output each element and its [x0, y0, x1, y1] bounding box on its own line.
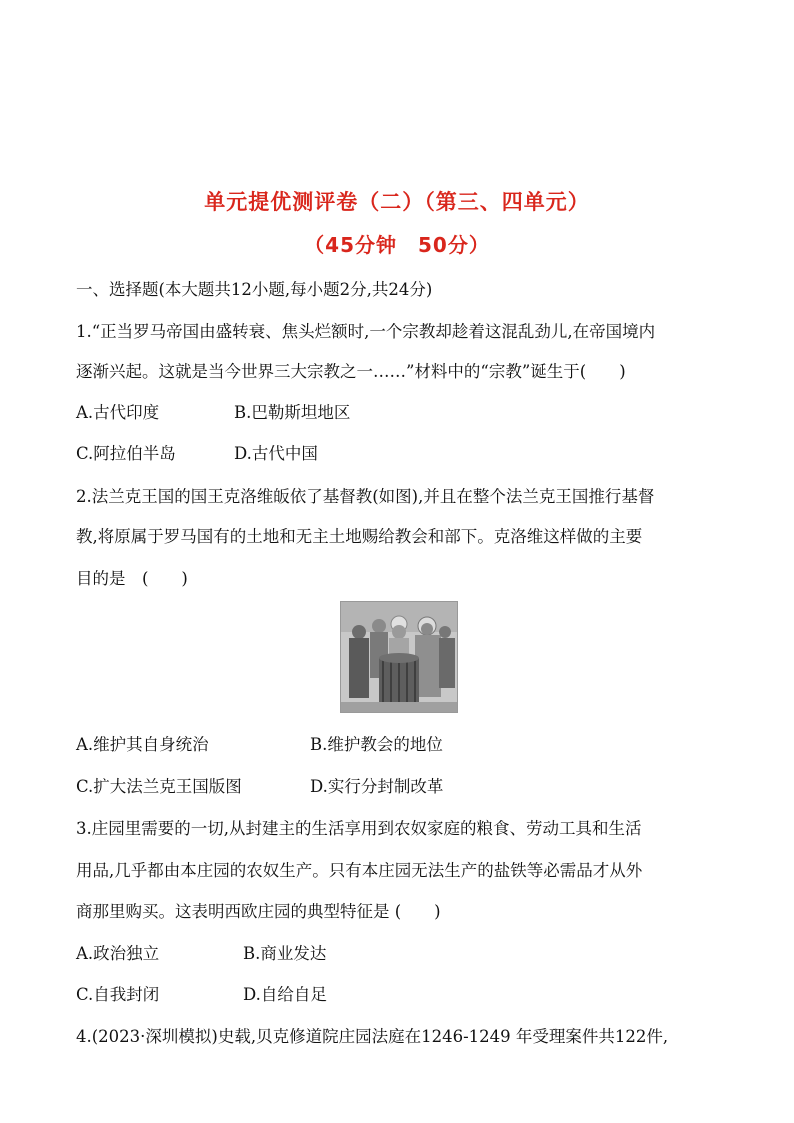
- question-1-option-d: D.古代中国: [234, 444, 318, 463]
- page-subtitle: （45分钟 50分）: [304, 233, 490, 257]
- question-1-line-1: 1.“正当罗马帝国由盛转衰、焦头烂额时,一个宗教却趁着这混乱劲儿,在帝国境内: [76, 322, 656, 341]
- question-1-option-a: A.古代印度: [76, 403, 160, 422]
- question-3-line-1: 3.庄园里需要的一切,从封建主的生活享用到农奴家庭的粮食、劳动工具和生活: [76, 819, 642, 838]
- section-heading: 一、选择题(本大题共12小题,每小题2分,共24分): [76, 280, 433, 299]
- question-3-option-b: B.商业发达: [243, 944, 327, 963]
- question-2-line-2: 教,将原属于罗马国有的土地和无主土地赐给教会和部下。克洛维这样做的主要: [76, 527, 643, 546]
- page-title: 单元提优测评卷（二）（第三、四单元）: [204, 190, 590, 214]
- clovis-baptism-illustration: [340, 601, 458, 713]
- question-1-line-2: 逐渐兴起。这就是当今世界三大宗教之一……”材料中的“宗教”诞生于( ): [76, 362, 626, 381]
- question-2-option-d: D.实行分封制改革: [310, 777, 444, 796]
- question-2-line-1: 2.法兰克王国的国王克洛维皈依了基督教(如图),并且在整个法兰克王国推行基督: [76, 487, 655, 506]
- question-3-option-c: C.自我封闭: [76, 985, 160, 1004]
- question-4-line-1: 4.(2023·深圳模拟)史载,贝克修道院庄园法庭在1246-1249 年受理案件共122件,: [76, 1027, 669, 1046]
- question-2-option-b: B.维护教会的地位: [310, 735, 443, 754]
- question-3-option-d: D.自给自足: [243, 985, 327, 1004]
- question-2-line-3: 目的是 ( ): [76, 569, 188, 588]
- question-3-option-a: A.政治独立: [76, 944, 160, 963]
- question-1-option-c: C.阿拉伯半岛: [76, 444, 176, 463]
- question-2-option-c: C.扩大法兰克王国版图: [76, 777, 242, 796]
- question-3-line-2: 用品,几乎都由本庄园的农奴生产。只有本庄园无法生产的盐铁等必需品才从外: [76, 861, 643, 880]
- question-3-line-3: 商那里购买。这表明西欧庄园的典型特征是 ( ): [76, 902, 441, 921]
- question-2-option-a: A.维护其自身统治: [76, 735, 209, 754]
- question-1-option-b: B.巴勒斯坦地区: [234, 403, 351, 422]
